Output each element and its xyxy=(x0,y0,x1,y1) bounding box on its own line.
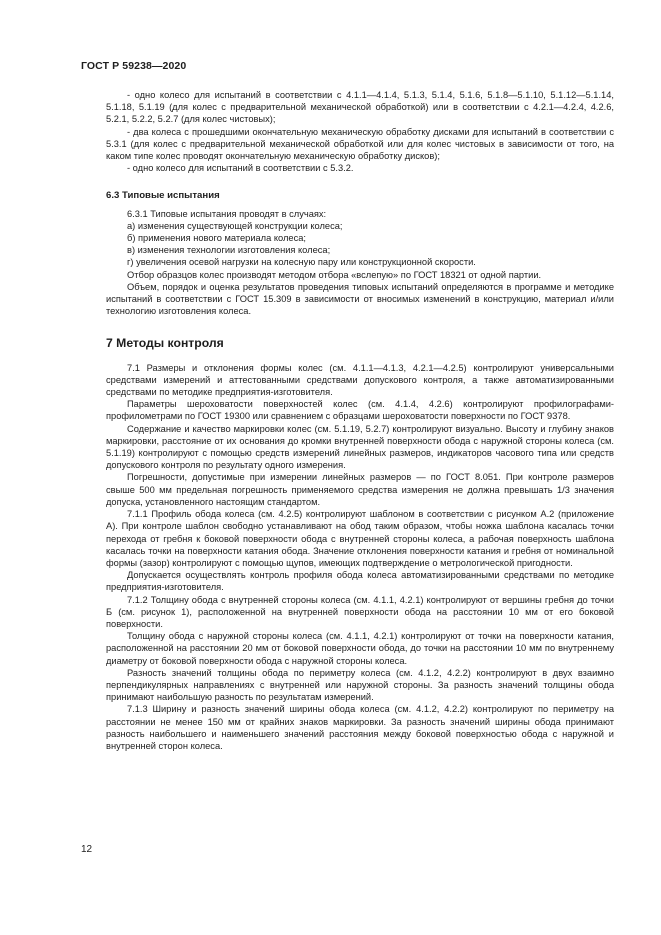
paragraph: Допускается осуществлять контроль профиля обода колеса автоматизированными средствами по методике предприятия-изготовителя. xyxy=(106,570,614,593)
section-6-3-heading: 6.3 Типовые испытания xyxy=(106,190,220,202)
paragraph: Отбор образцов колес производят методом отбора «вслепую» по ГОСТ 18321 от одной партии. xyxy=(127,269,542,280)
paragraph: Содержание и качество маркировки колес (см. 5.1.19, 5.2.7) контролируют визуально. Высоту и глубину знаков маркировки, расстояние от их основания до кромки внутренней поверхности обода с наружной стороны колеса (см. 5.1.19) контролируют с помощью средств измерений линейных размеров, индикаторов часового типа или средств допускового контроля по результату одного измерения. xyxy=(106,423,614,471)
paragraph: 7.1.3 Ширину и разность значений ширины обода колеса (см. 4.1.2, 4.2.2) контролируют по периметру на расстоянии не менее 150 мм от крайних знаков маркировки. За разность значений ширины обода принимают разность наибольшего и наименьшего значений расстояния между боковой поверхностью обода с наружной и внутренней сторон колеса. xyxy=(106,704,614,751)
paragraph: Объем, порядок и оценка результатов проведения типовых испытаний определяются в программе и методике испытаний в соответствии с ГОСТ 15.309 в зависимости от вносимых изменений в конструкцию, материал и/или технологию изготовления колеса. xyxy=(106,281,614,317)
list-item: в) изменения технологии изготовления колеса; xyxy=(127,245,331,256)
paragraph: Разность значений толщины обода по периметру колеса (см. 4.1.2, 4.2.2) контролируют в двух взаимно перпендикулярных направлениях с внутренней или наружной стороны. За разность значений толщины обода принимают наибольшую разность по результатам измерений. xyxy=(106,667,614,703)
paragraph: Толщину обода с наружной стороны колеса (см. 4.1.1, 4.2.1) контролируют от точки на поверхности катания, расположенной на расстоянии 20 мм от боковой поверхности обода, до точки на расстоянии 10 мм по внутреннему диаметру от боковой поверхности обода с наружной стороны колеса. xyxy=(106,631,614,666)
paragraph: Погрешности, допустимые при измерении линейных размеров — по ГОСТ 8.051. При контроле размеров свыше 500 мм предельная погрешность применяемого средства измерения не должна превышать 1/3 значения допуска, установленного настоящим стандартом. xyxy=(106,472,614,507)
list-item: а) изменения существующей конструкции колеса; xyxy=(127,220,343,231)
list-item: - одно колесо для испытаний в соответствии с 5.3.2. xyxy=(127,163,354,174)
paragraph: Параметры шероховатости поверхностей колес (см. 4.1.4, 4.2.6) контролируют профилографами-профилометрами по ГОСТ 19300 или сравнением с образцами шероховатости поверхности по ГОСТ 9378. xyxy=(106,399,614,422)
paragraph: 6.3.1 Типовые испытания проводят в случаях: xyxy=(127,208,327,219)
list-item: г) увеличения осевой нагрузки на колесную пару или конструкционной скорости. xyxy=(127,257,476,268)
list-item: б) применения нового материала колеса; xyxy=(127,233,306,244)
list-item: - одно колесо для испытаний в соответствии с 4.1.1—4.1.4, 5.1.3, 5.1.4, 5.1.6, 5.1.8—5.1.10, 5.1.12—5.1.14, 5.1.18, 5.1.19 (для колес с предварительной механической обработкой) или в соответствии с 4.2.1—4.2.4, 4.2.6, 5.2.1, 5.2.2, 5.2.7 (для колес чистовых); xyxy=(106,90,614,125)
page-number: 12 xyxy=(81,844,93,855)
list-item: - два колеса с прошедшими окончательную механическую обработку дисками для испытаний в соответствии с 5.3.1 (для колес с предварительной механической обработкой или для колес чистовых в зависимости от того, на каком типе колес проводят окончательную механическую обработку дисков); xyxy=(106,126,614,162)
section-7-heading: 7 Методы контроля xyxy=(106,336,224,351)
document-header: ГОСТ Р 59238—2020 xyxy=(81,60,187,72)
paragraph: 7.1 Размеры и отклонения формы колес (см. 4.1.1—4.1.3, 4.2.1—4.2.5) контролируют универсальными средствами измерений и аттестованными средствами допускового контроля, а также автоматизированными средствами по методике предприятия-изготовителя. xyxy=(106,362,614,398)
page-content xyxy=(106,89,614,752)
paragraph: 7.1.1 Профиль обода колеса (см. 4.2.5) контролируют шаблоном в соответствии с рисунком А.2 (приложение А). При контроле шаблон свободно устанавливают на обод таким образом, чтобы ножка шаблона касалась точки перехода от гребня к боковой поверхности обода с внутренней стороны колеса, а рабочая поверхность шаблона касалась точки на поверхности катания обода. Значение отклонения поверхности катания и гребня от номинальной формы (зазор) контролируют с помощью щупов, имеющих подтверждение о метрологической пригодности. xyxy=(106,509,614,568)
paragraph: 7.1.2 Толщину обода с внутренней стороны колеса (см. 4.1.1, 4.2.1) контролируют от вершины гребня до точки Б (см. рисунок 1), расположенной на внутренней поверхности обода на расстоянии 10 мм от его боковой поверхности. xyxy=(106,594,614,629)
